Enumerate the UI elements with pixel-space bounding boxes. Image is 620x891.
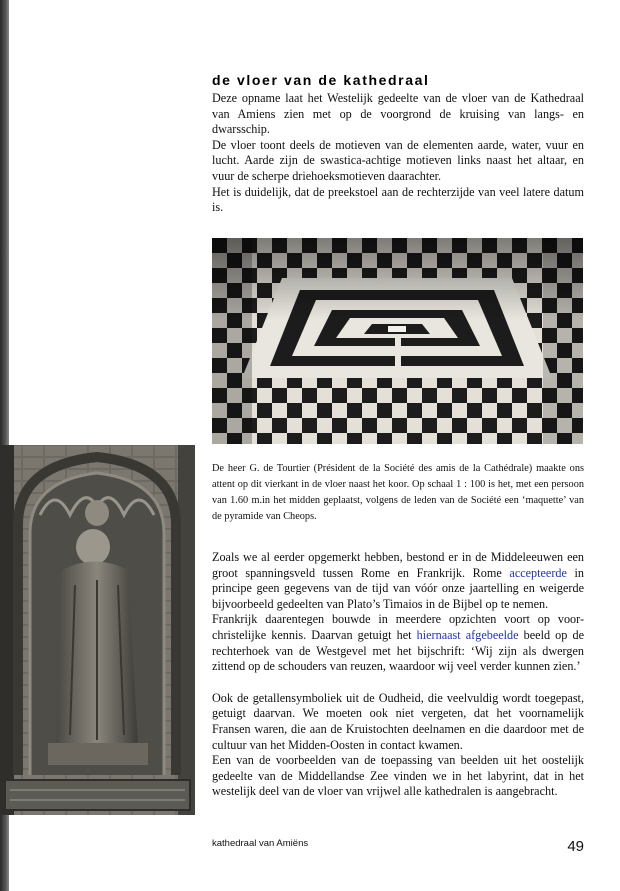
body-text (212, 550, 584, 800)
link-accepteerde[interactable]: accepteerde (509, 565, 567, 580)
body-paragraph-2 (212, 612, 584, 674)
intro-paragraph-3: Het is duidelijk, dat de preekstoel aan de rechterzijde van veel latere datum is. (212, 184, 584, 215)
photo-caption (212, 461, 584, 525)
body-p1-end: in principe geen gegevens van de tijd van vóór onze jaartelling en weigerde bijvoorbeeld gedeelten van Plato’s Timaios in de Bijbel op te nemen. (212, 565, 585, 611)
cathedral-floor-photo (212, 238, 583, 444)
body-p1-start: Zoals we al eerder opgemerkt hebben, bestond er in de Middeleeuwen een groot spanningsveld tussen Rome en Frankrijk. Rome (212, 550, 584, 580)
page-number: 49 (567, 838, 584, 855)
body-p2-start: Frankrijk daarentegen bouwde in meerdere opzichten voort op voor-christelijke kennis. Daarvan getuigt het (212, 612, 584, 642)
caption-text: De heer G. de Tourtier (Président de la Société des amis de la Cathédrale) maakte ons attent op dit vierkant in de vloer naast het koor. Op schaal 1 : 100 is het, met een persoon van 1.60 m.in het midden geplaatst, volgens de leden van de Société een ‘maquette’ van de pyramide van Cheops. (212, 463, 584, 522)
body-paragraph-3: Ook de getallensymboliek uit de Oudheid, die veelvuldig wordt toegepast, getuigt daarvan. We moeten ook niet vergeten, dat het voornamelijk Fransen waren, die aan de Kruistochten deelnamen en die daardoor met de cultuur van het Midden-Oosten in contact kwamen. (212, 690, 584, 752)
intro-paragraph-2: De vloer toont deels de motieven van de elementen aarde, water, vuur en lucht. Aarde zijn de swastica-achtige motieven links naast het altaar, en vuur de scherpe driehoeksmotieven daarachter. (212, 137, 584, 183)
intro-paragraph-1: Deze opname laat het Westelijk gedeelte van de vloer van de Kathedraal van Amiens zien met op de voorgrond de kruising van langs- en dwarsschip. (212, 91, 584, 137)
footer-running-title: kathedraal van Amiëns (212, 838, 309, 849)
body-paragraph-1 (212, 550, 584, 612)
paragraph-gap (212, 675, 584, 691)
body-paragraph-4: Een van de voorbeelden van de toepassing van beelden uit het oostelijk gedeelte van de Middellandse Zee vinden we in het labyrint, dat in het westelijk deel van de vloer van vrijwel alle kathedralen is aangebracht. (212, 753, 584, 799)
link-hiernaast-afgebeelde[interactable]: hiernaast afgebeelde (416, 627, 519, 642)
intro-text (212, 91, 584, 216)
body-p2-end: beeld op de rechterhoek van de Westgevel met het bijschrift: ‘Wij zijn als dwergen zittend op de schouders van reuzen, waardoor wij veel verder kunnen zien.’ (212, 627, 584, 674)
statue-photo (0, 445, 195, 815)
page-title: de vloer van de kathedraal (212, 72, 430, 88)
